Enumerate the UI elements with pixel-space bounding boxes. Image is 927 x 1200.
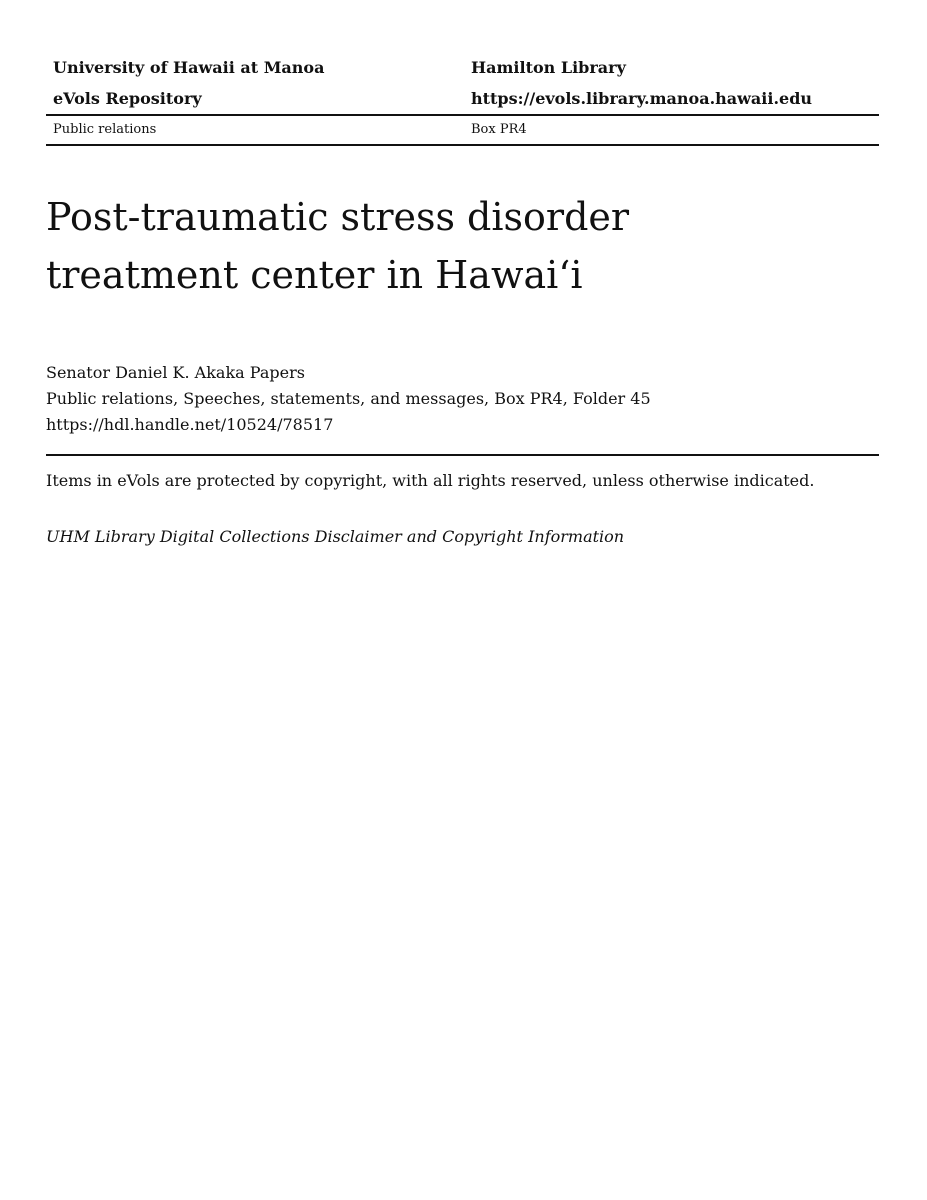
institution-name: University of Hawaii at Manoa	[53, 58, 325, 77]
header-row-location	[46, 116, 879, 146]
header-row-institution	[46, 52, 879, 83]
collection-section: Public relations	[53, 122, 157, 137]
series-path: Public relations, Speeches, statements, and messages, Box PR4, Folder 45	[46, 389, 651, 408]
repository-url[interactable]: https://evols.library.manoa.hawaii.edu	[471, 89, 813, 108]
disclaimer-link[interactable]: UHM Library Digital Collections Disclaimer and Copyright Information	[46, 527, 625, 546]
document-metadata	[46, 360, 651, 438]
document-title	[46, 188, 866, 304]
library-name: Hamilton Library	[471, 58, 626, 77]
repository-header	[46, 52, 879, 146]
repository-name: eVols Repository	[53, 89, 202, 108]
collection-name: Senator Daniel K. Akaka Papers	[46, 363, 305, 382]
header-row-repository	[46, 83, 879, 116]
title-line-1: Post-traumatic stress disorder	[46, 195, 630, 239]
title-line-2: treatment center in Hawai‘i	[46, 253, 583, 297]
copyright-notice: Items in eVols are protected by copyright, with all rights reserved, unless otherwise indicated.	[46, 471, 815, 490]
box-label: Box PR4	[471, 122, 527, 137]
section-divider	[46, 454, 879, 456]
handle-link[interactable]: https://hdl.handle.net/10524/78517	[46, 415, 334, 434]
